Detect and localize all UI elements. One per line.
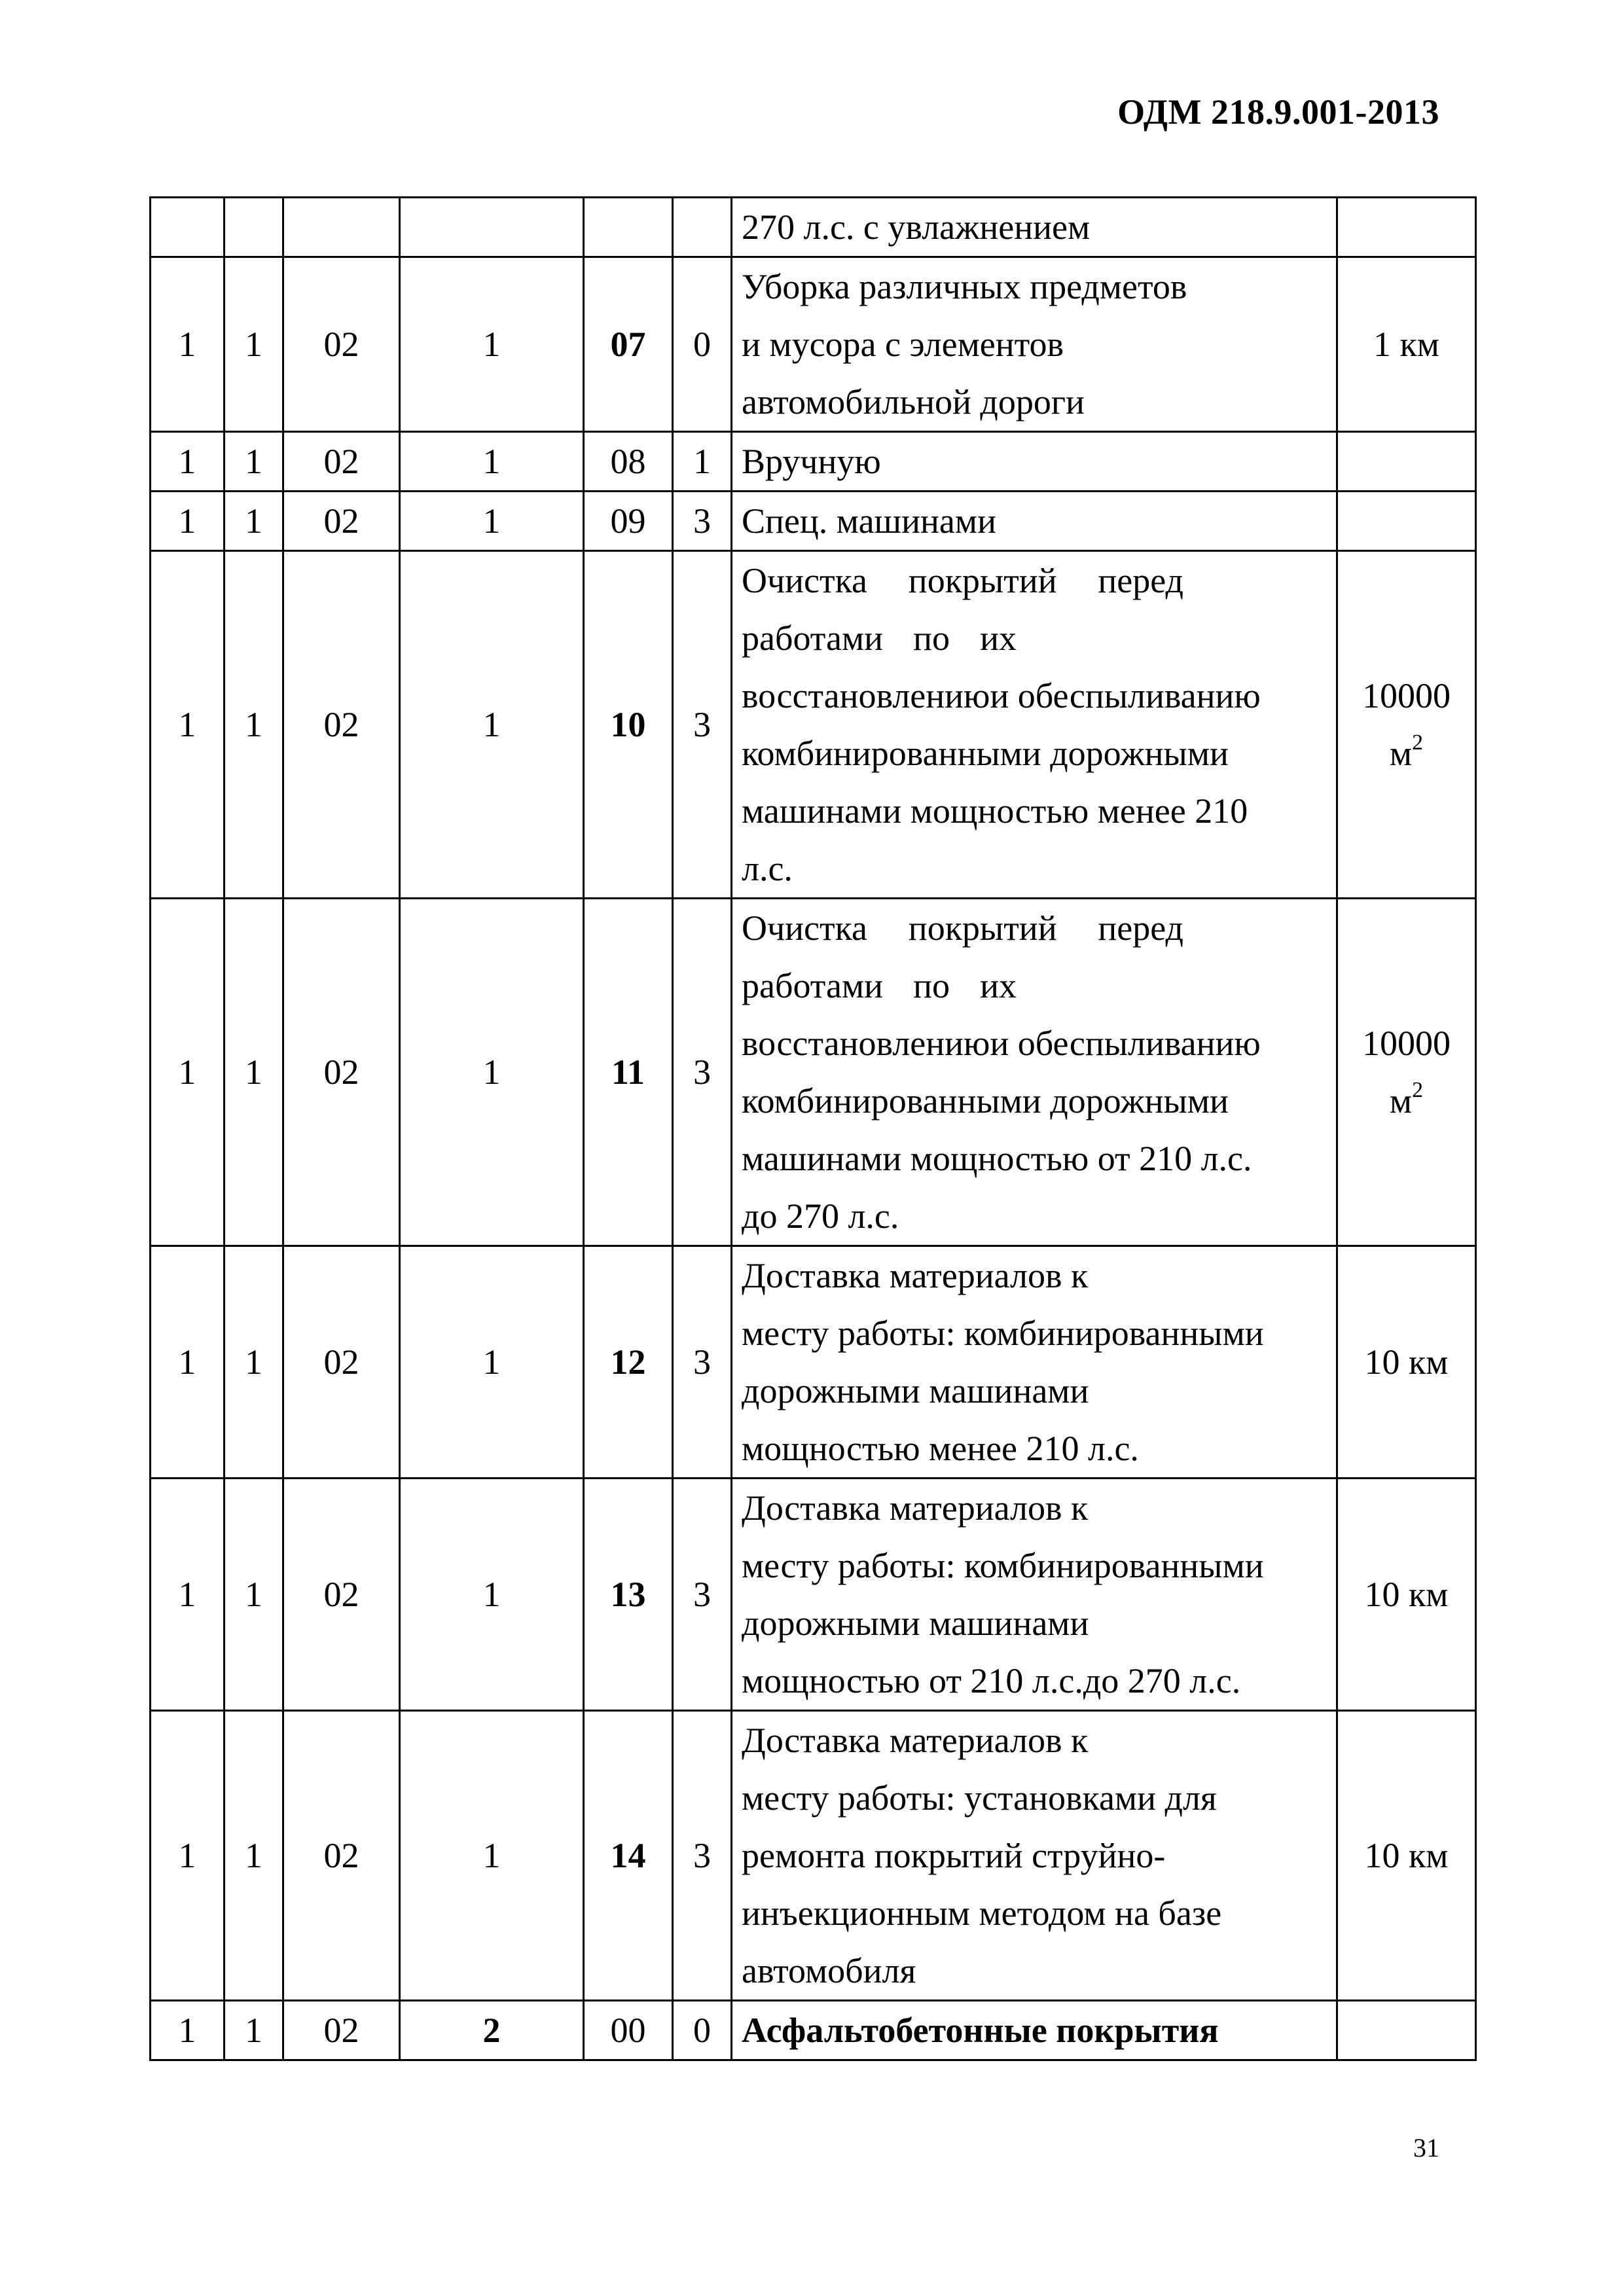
unit-cell [1337, 198, 1476, 257]
table-row [151, 551, 1476, 899]
unit-cell [1337, 432, 1476, 492]
code-cell-2: 1 [225, 1479, 283, 1711]
table-row [151, 1711, 1476, 2001]
code-cell-2: 1 [225, 899, 283, 1246]
code-cell-4: 1 [400, 1479, 584, 1711]
code-cell-2: 1 [225, 492, 283, 551]
table-row [151, 1479, 1476, 1711]
code-cell-5: 09 [584, 492, 673, 551]
item-name-line: автомобиля [742, 1951, 916, 1990]
item-name-line: машинами мощностью менее 210 [742, 791, 1248, 831]
code-cell-2: 1 [225, 1711, 283, 2001]
item-name-cell [732, 551, 1337, 899]
unit-cell [1337, 1711, 1476, 2001]
item-name-line: месту работы: комбинированными [742, 1546, 1264, 1585]
item-name-line: Доставка материалов к [742, 1256, 1089, 1295]
unit-text: м [1389, 734, 1413, 773]
table-row [151, 492, 1476, 551]
unit-text: 10 км [1364, 1342, 1449, 1382]
table-row [151, 257, 1476, 432]
item-name-line: автомобильной дороги [742, 382, 1085, 422]
code-cell-4: 1 [400, 432, 584, 492]
unit-text: м [1389, 1081, 1413, 1121]
code-cell-6: 3 [673, 1246, 732, 1479]
unit-text: 10 км [1364, 1836, 1449, 1875]
item-name-line: мощностью менее 210 л.с. [742, 1429, 1139, 1468]
unit-superscript: 2 [1412, 730, 1424, 755]
code-cell-1: 1 [151, 551, 225, 899]
table-row [151, 432, 1476, 492]
code-cell-4: 1 [400, 257, 584, 432]
item-name-line: л.с. [742, 849, 793, 888]
code-cell-4: 1 [400, 899, 584, 1246]
item-name-cell [732, 899, 1337, 1246]
code-cell-3: 02 [283, 551, 400, 899]
code-cell-5: 14 [584, 1711, 673, 2001]
code-cell-3 [283, 198, 400, 257]
item-name-cell [732, 1711, 1337, 2001]
code-cell-3: 02 [283, 899, 400, 1246]
item-name-line: комбинированными дорожными [742, 734, 1229, 773]
unit-text: 10 км [1364, 1575, 1449, 1614]
unit-text: 1 км [1373, 325, 1439, 364]
document-code: ОДМ 218.9.001-2013 [1117, 92, 1439, 132]
item-name-line: Доставка материалов к [742, 1488, 1089, 1528]
code-cell-2: 1 [225, 432, 283, 492]
item-name-cell [732, 2001, 1337, 2060]
item-name-line: месту работы: комбинированными [742, 1314, 1264, 1353]
unit-cell [1337, 899, 1476, 1246]
code-cell-2: 1 [225, 551, 283, 899]
code-cell-1: 1 [151, 492, 225, 551]
code-cell-1: 1 [151, 257, 225, 432]
code-cell-3: 02 [283, 1246, 400, 1479]
code-cell-4: 1 [400, 1711, 584, 2001]
item-name-cell [732, 257, 1337, 432]
code-cell-3: 02 [283, 432, 400, 492]
code-cell-1: 1 [151, 432, 225, 492]
item-name-line: работами по их [742, 619, 1017, 658]
item-name-line: Спец. машинами [742, 501, 996, 541]
table-body [151, 198, 1476, 2060]
code-cell-5: 00 [584, 2001, 673, 2060]
unit-cell [1337, 257, 1476, 432]
item-name-line: Асфальтобетонные покрытия [742, 2011, 1219, 2050]
table-row [151, 1246, 1476, 1479]
code-cell-6: 3 [673, 551, 732, 899]
item-name-line: месту работы: установками для [742, 1778, 1217, 1818]
code-cell-5: 11 [584, 899, 673, 1246]
code-cell-4: 2 [400, 2001, 584, 2060]
item-name-line: ремонта покрытий струйно- [742, 1836, 1166, 1875]
item-name-line: Доставка материалов к [742, 1721, 1089, 1760]
code-cell-1: 1 [151, 1246, 225, 1479]
item-name-line: дорожными машинами [742, 1371, 1089, 1410]
item-name-line: восстановлениюи обеспыливанию [742, 676, 1261, 715]
item-name-line: машинами мощностью от 210 л.с. [742, 1139, 1252, 1178]
code-cell-1: 1 [151, 1711, 225, 2001]
code-cell-6: 3 [673, 1711, 732, 2001]
item-name-line: восстановлениюи обеспыливанию [742, 1024, 1261, 1063]
code-cell-2 [225, 198, 283, 257]
item-name-cell [732, 432, 1337, 492]
code-cell-3: 02 [283, 2001, 400, 2060]
code-cell-6 [673, 198, 732, 257]
code-cell-6: 3 [673, 492, 732, 551]
table-row [151, 198, 1476, 257]
code-cell-2: 1 [225, 257, 283, 432]
classification-table [149, 196, 1477, 2061]
item-name-cell [732, 1246, 1337, 1479]
code-cell-6: 3 [673, 1479, 732, 1711]
unit-cell [1337, 551, 1476, 899]
code-cell-5: 07 [584, 257, 673, 432]
item-name-line: комбинированными дорожными [742, 1081, 1229, 1121]
code-cell-1: 1 [151, 899, 225, 1246]
item-name-line: Очистка покрытий перед [742, 561, 1183, 600]
code-cell-5: 10 [584, 551, 673, 899]
code-cell-2: 1 [225, 2001, 283, 2060]
item-name-line: инъекционным методом на базе [742, 1893, 1222, 1933]
code-cell-1: 1 [151, 1479, 225, 1711]
item-name-line: Вручную [742, 442, 881, 481]
item-name-line: мощностью от 210 л.с.до 270 л.с. [742, 1661, 1241, 1700]
code-cell-3: 02 [283, 257, 400, 432]
item-name-line: 270 л.с. с увлажнением [742, 207, 1091, 247]
item-name-line: дорожными машинами [742, 1604, 1089, 1643]
code-cell-1 [151, 198, 225, 257]
code-cell-6: 1 [673, 432, 732, 492]
code-cell-5: 13 [584, 1479, 673, 1711]
code-cell-1: 1 [151, 2001, 225, 2060]
code-cell-6: 0 [673, 257, 732, 432]
code-cell-2: 1 [225, 1246, 283, 1479]
table-row [151, 899, 1476, 1246]
unit-cell [1337, 492, 1476, 551]
item-name-line: Очистка покрытий перед [742, 908, 1183, 948]
code-cell-5: 12 [584, 1246, 673, 1479]
code-cell-4 [400, 198, 584, 257]
code-cell-4: 1 [400, 1246, 584, 1479]
item-name-line: и мусора с элементов [742, 325, 1064, 364]
item-name-cell [732, 198, 1337, 257]
item-name-line: работами по их [742, 966, 1017, 1005]
unit-cell [1337, 1246, 1476, 1479]
item-name-cell [732, 1479, 1337, 1711]
code-cell-6: 0 [673, 2001, 732, 2060]
unit-text: 10000 [1362, 676, 1451, 715]
item-name-line: Уборка различных предметов [742, 267, 1187, 306]
page-number: 31 [1413, 2133, 1439, 2162]
code-cell-4: 1 [400, 551, 584, 899]
unit-text: 10000 [1362, 1024, 1451, 1063]
code-cell-3: 02 [283, 1711, 400, 2001]
code-cell-6: 3 [673, 899, 732, 1246]
unit-cell [1337, 1479, 1476, 1711]
item-name-cell [732, 492, 1337, 551]
table-row [151, 2001, 1476, 2060]
code-cell-5 [584, 198, 673, 257]
unit-cell [1337, 2001, 1476, 2060]
unit-superscript: 2 [1412, 1078, 1424, 1102]
code-cell-5: 08 [584, 432, 673, 492]
code-cell-3: 02 [283, 1479, 400, 1711]
code-cell-4: 1 [400, 492, 584, 551]
item-name-line: до 270 л.с. [742, 1196, 899, 1236]
code-cell-3: 02 [283, 492, 400, 551]
